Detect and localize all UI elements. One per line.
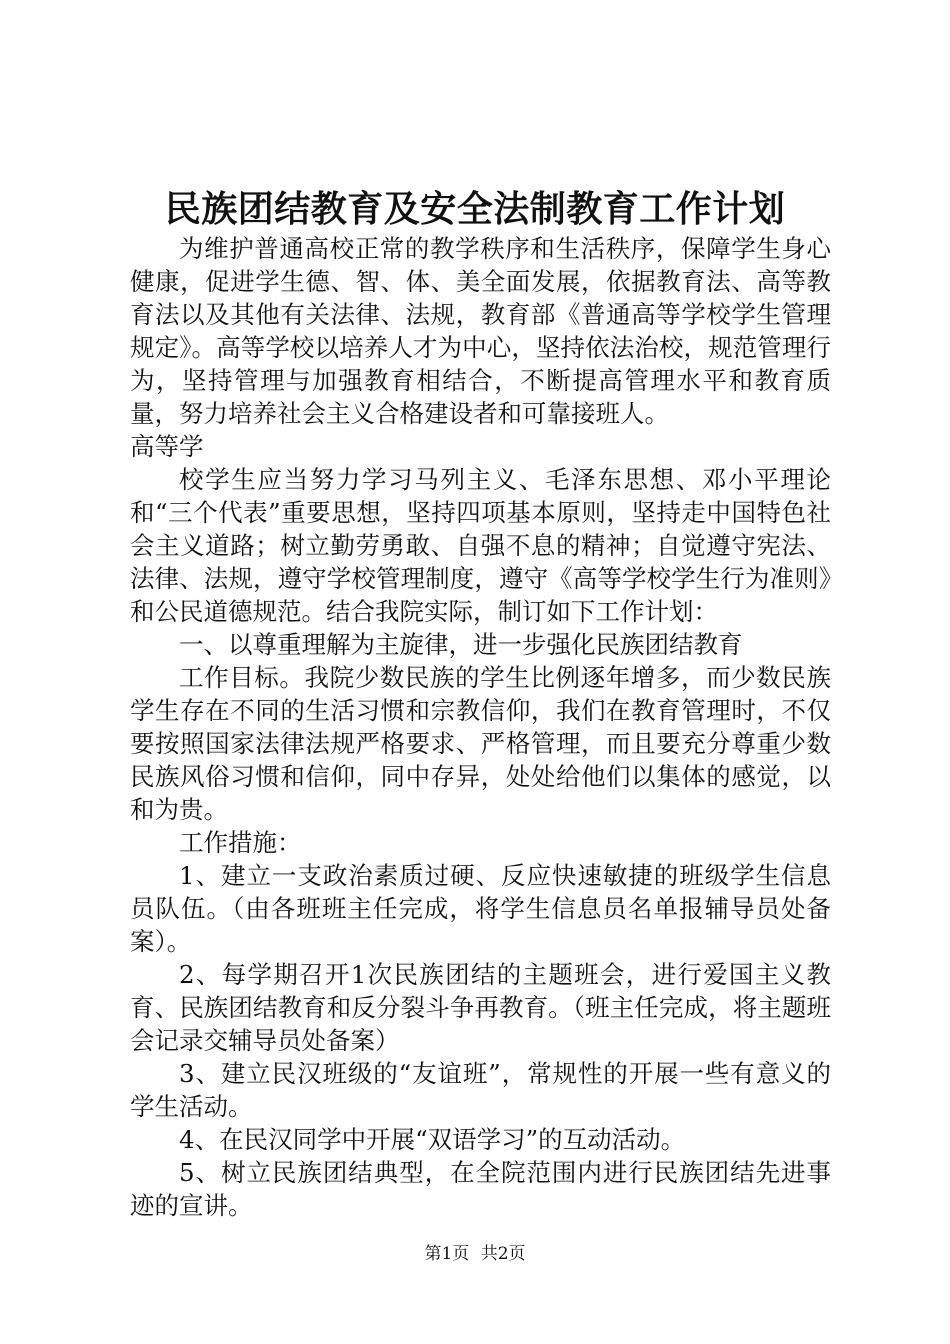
measure-item-5: 5、树立民族团结典型，在全院范围内进行民族团结先进事迹的宣讲。	[130, 1158, 831, 1220]
paragraph-intro: 为维护普通高校正常的教学秩序和生活秩序，保障学生身心健康，促进学生德、智、体、美全面发展，依据教育法、高等教育法以及其他有关法律、法规，教育部《普通高等学校学生管理规定》。高等学校以培养人才为中心，坚持依法治校，规范管理行为，坚持管理与加强教育相结合，不断提高管理水平和教育质量，努力培养社会主义合格建设者和可靠接班人。	[130, 234, 831, 428]
measure-item-3: 3、建立民汉班级的“友谊班”，常规性的开展一些有意义的学生活动。	[130, 1059, 831, 1121]
document-body	[130, 232, 831, 1222]
section-heading-1: 一、以尊重理解为主旋律，进一步强化民族团结教育	[179, 630, 743, 659]
document-title: 民族团结教育及安全法制教育工作计划	[164, 188, 786, 230]
measure-item-1: 1、建立一支政治素质过硬、反应快速敏捷的班级学生信息员队伍。（由各班班主任完成，将学生信息员名单报辅导员处备案）。	[130, 861, 831, 956]
page-number-total: 共2页	[480, 1244, 526, 1264]
page-footer	[0, 1242, 950, 1266]
paragraph-work-measures-label: 工作措施：	[179, 828, 302, 857]
measure-item-2: 2、每学期召开1次民族团结的主题班会，进行爱国主义教育、民族团结教育和反分裂斗争再教育。（班主任完成，将主题班会记录交辅导员处备案）	[130, 960, 831, 1055]
measure-item-4: 4、在民汉同学中开展“双语学习”的互动活动。	[179, 1125, 686, 1154]
paragraph-work-goal: 工作目标。我院少数民族的学生比例逐年增多，而少数民族学生存在不同的生活习惯和宗教信仰，我们在教育管理时，不仅要按照国家法律法规严格要求、严格管理，而且要充分尊重少数民族风俗习惯和信仰，同中存异，处处给他们以集体的感觉，以和为贵。	[130, 663, 831, 824]
paragraph-fragment: 高等学	[130, 432, 204, 461]
page-number-current: 第1页	[424, 1244, 470, 1264]
paragraph-student-duties: 校学生应当努力学习马列主义、毛泽东思想、邓小平理论和“三个代表”重要思想，坚持四项基本原则，坚持走中国特色社会主义道路；树立勤劳勇敢、自强不息的精神；自觉遵守宪法、法律、法规，遵守学校管理制度，遵守《高等学校学生行为准则》和公民道德规范。结合我院实际，制订如下工作计划：	[130, 465, 831, 626]
